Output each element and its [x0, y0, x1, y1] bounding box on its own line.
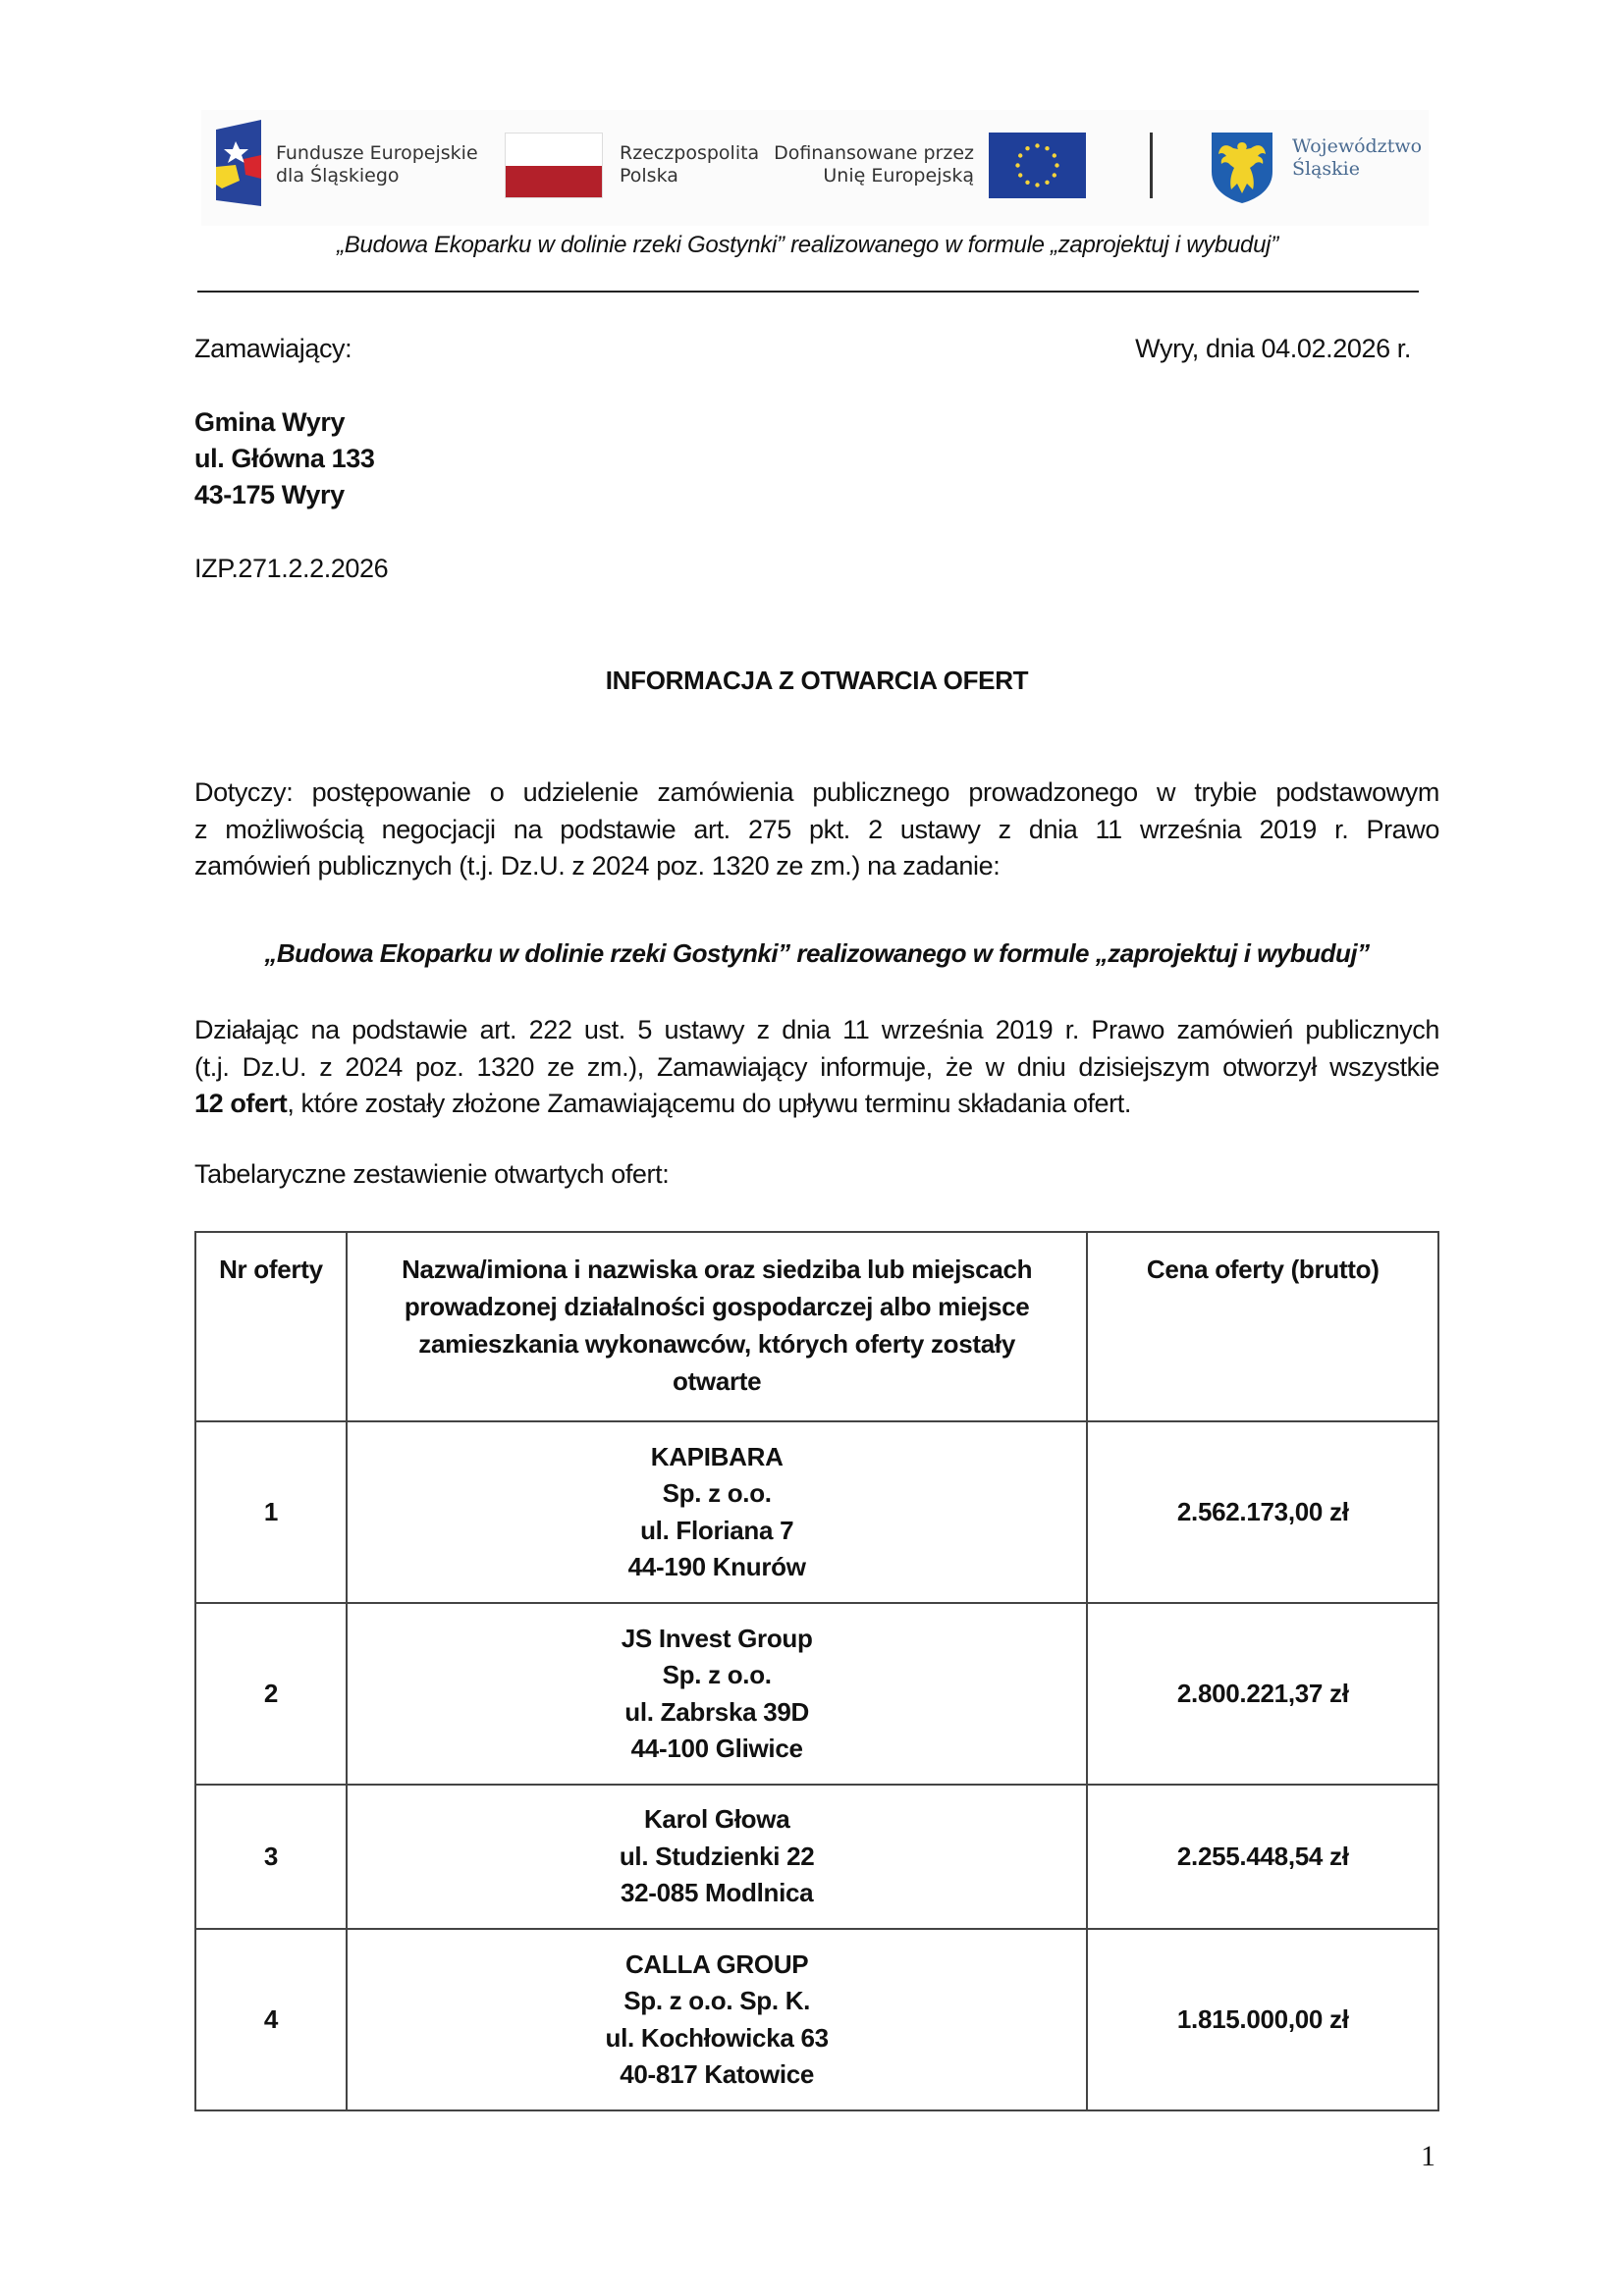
pl-logo-line1: Rzeczpospolita [620, 142, 760, 164]
slask-logo-line1: Województwo [1292, 135, 1423, 157]
orderer-label: Zamawiający: [194, 334, 352, 363]
offer-contractor: JS Invest Group Sp. z o.o. ul. Zabrska 39D 44-100 Gliwice [347, 1603, 1088, 1785]
concerns-line-1: Dotyczy: postępowanie o udzielenie zamówienia publicznego prowadzonego w trybie podstawowym [194, 777, 1439, 807]
place-date: Wyry, dnia 04.02.2026 r. [1135, 334, 1411, 363]
header-rule [197, 291, 1419, 293]
acting-line-2: (t.j. Dz.U. z 2024 poz. 1320 ze zm.), Zamawiający informuje, że w dniu dzisiejszym otworzył wszystkie [194, 1051, 1439, 1082]
offer-contractor: Karol Głowa ul. Studzienki 22 32-085 Modlnica [347, 1785, 1088, 1929]
table-header-row [195, 1232, 1438, 1421]
table-intro: Tabelaryczne zestawienie otwartych ofert: [194, 1159, 670, 1189]
acting-line-3 [194, 1086, 1439, 1123]
offer-nr: 2 [195, 1603, 347, 1785]
offer-nr: 1 [195, 1421, 347, 1603]
polish-flag-icon [505, 133, 603, 198]
offer-nr: 3 [195, 1785, 347, 1929]
offer-count: 12 ofert [194, 1089, 288, 1118]
offer-price: 1.815.000,00 zł [1087, 1929, 1438, 2110]
header-subtitle: „Budowa Ekoparku w dolinie rzeki Gostynki” realizowanego w formule „zaprojektuj i wybuduj” [337, 232, 1278, 258]
table-row [195, 1603, 1438, 1785]
eu-logo-line1: Dofinansowane przez [774, 142, 974, 164]
fe-logo-text [276, 142, 478, 187]
header-price: Cena oferty (brutto) [1087, 1232, 1438, 1421]
concerns-line-2: z możliwością negocjacji na podstawie art. 275 pkt. 2 ustawy z dnia 11 września 2019 r. Prawo [194, 814, 1439, 844]
fe-logo-line1: Fundusze Europejskie [276, 142, 478, 164]
page-number: 1 [1421, 2140, 1435, 2172]
project-title: „Budowa Ekoparku w dolinie rzeki Gostynki” realizowanego w formule „zaprojektuj i wybuduj” [264, 938, 1370, 968]
slask-logo-line2: Śląskie [1292, 158, 1361, 180]
page-title: INFORMACJA Z OTWARCIA OFERT [605, 666, 1029, 695]
orderer-street: ul. Główna 133 [194, 444, 375, 473]
offer-contractor: KAPIBARA Sp. z o.o. ul. Floriana 7 44-190 Knurów [347, 1421, 1088, 1603]
orderer-name: Gmina Wyry [194, 407, 346, 437]
logo-divider [1150, 133, 1153, 198]
offer-contractor: CALLA GROUP Sp. z o.o. Sp. K. ul. Kochłowicka 63 40-817 Katowice [347, 1929, 1088, 2110]
acting-paragraph [194, 1012, 1439, 1123]
table-row [195, 1785, 1438, 1929]
eu-logo-text [746, 142, 974, 187]
header-name: Nazwa/imiona i nazwiska oraz siedziba lub miejscach prowadzonej działalności gospodarczej albo miejsce zamieszkania wykonawców, których oferty zostały otwarte [347, 1232, 1088, 1421]
offer-nr: 4 [195, 1929, 347, 2110]
offer-price: 2.800.221,37 zł [1087, 1603, 1438, 1785]
concerns-line-3: zamówień publicznych (t.j. Dz.U. z 2024 poz. 1320 ze zm.) na zadanie: [194, 851, 1001, 881]
table-row [195, 1421, 1438, 1603]
pl-logo-line2: Polska [620, 165, 678, 187]
fundusze-europejskie-icon [216, 120, 261, 206]
concerns-paragraph [194, 774, 1439, 885]
offers-table [194, 1231, 1439, 2111]
eu-logo-line2: Unię Europejską [823, 165, 974, 187]
fe-logo-line2: dla Śląskiego [276, 165, 400, 187]
offer-price: 2.562.173,00 zł [1087, 1421, 1438, 1603]
pl-logo-text [620, 142, 759, 187]
offer-price: 2.255.448,54 zł [1087, 1785, 1438, 1929]
silesia-coat-of-arms-icon [1212, 133, 1272, 203]
orderer-city: 43-175 Wyry [194, 480, 345, 509]
header-nr: Nr oferty [195, 1232, 347, 1421]
slask-logo-text [1292, 135, 1422, 181]
acting-line-1: Działając na podstawie art. 222 ust. 5 ustawy z dnia 11 września 2019 r. Prawo zamówień publicznych [194, 1015, 1439, 1044]
eu-flag-icon [989, 133, 1086, 198]
reference-number: IZP.271.2.2.2026 [194, 554, 389, 583]
table-row [195, 1929, 1438, 2110]
acting-line-3-rest: , które zostały złożone Zamawiającemu do upływu terminu składania ofert. [287, 1089, 1131, 1118]
